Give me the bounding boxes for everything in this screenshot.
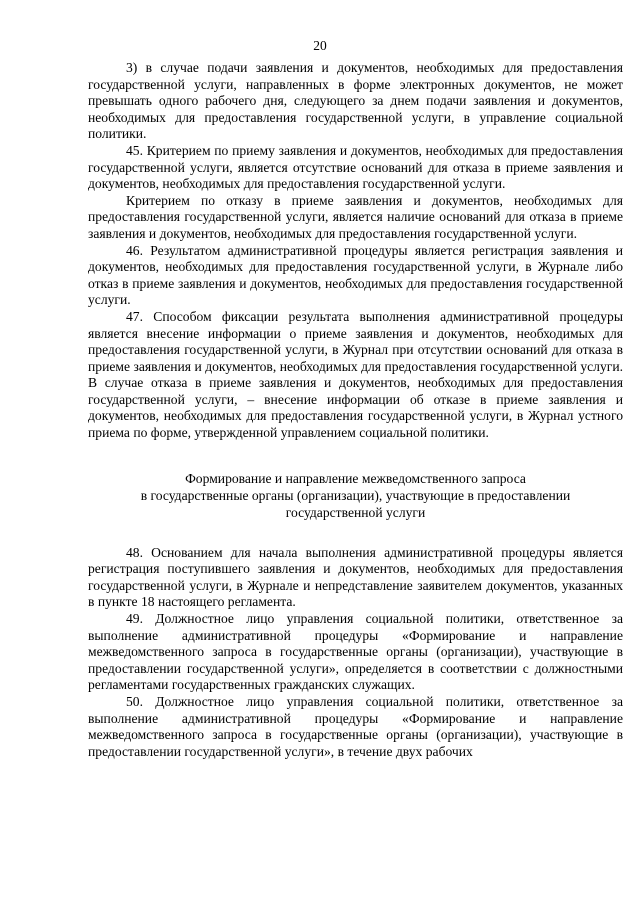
paragraph-47: 47. Способом фиксации результата выполнения административной процедуры является внесение информации о приеме заявления и документов, необходимых для предоставления государственной услуги, в Журнал при отсутствии оснований для отказа в приеме заявления и документов, необходимых для предоставления государственной услуги. В случае отказа в приеме заявления и документов, необходимых для предоставления государственной услуги, – внесение информации об отказе в приеме заявления и документов, необходимых для предоставления государственной услуги, в Журнал устного приема по форме, утвержденной управлением социальной политики.: [88, 308, 623, 441]
section-heading-line-3: государственной услуги: [285, 504, 426, 520]
paragraph-45: 45. Критерием по приему заявления и документов, необходимых для предоставления государственной услуги, является отсутствие оснований для отказа в приеме заявления и документов, необходимых для предоставления государственной услуги.: [88, 142, 623, 192]
section-heading-line-1: Формирование и направление межведомственного запроса: [185, 470, 526, 486]
document-body: [88, 60, 623, 760]
paragraph-49: 49. Должностное лицо управления социальной политики, ответственное за выполнение административной процедуры «Формирование и направление межведомственного запроса в государственные органы (организации), участвующие в предоставлении государственной услуги», определяется в соответствии с должностными регламентами государственных гражданских служащих.: [88, 611, 623, 693]
paragraph-48: 48. Основанием для начала выполнения административной процедуры является регистрация поступившего заявления и документов, необходимых для предоставления государственной услуги, в Журнале и непредставление заявителем документов, указанных в пункте 18 настоящего регламента.: [88, 544, 623, 610]
paragraph-45-refusal-criterion: Критерием по отказу в приеме заявления и документов, необходимых для предоставления государственной услуги, является наличие оснований для отказа в приеме заявления и документов, необходимых для предоставления государственной услуги.: [88, 192, 623, 241]
section-heading: [88, 470, 623, 521]
paragraph-item-3: 3) в случае подачи заявления и документов, необходимых для предоставления государственной услуги, направленных в форме электронных документов, не может превышать одного рабочего дня, следующего за днем подачи заявления и документов, необходимых для предоставления государственной услуги, в управление социальной политики.: [88, 60, 623, 142]
page-number: 20: [313, 38, 327, 53]
section-heading-line-2: в государственные органы (организации), участвующие в предоставлении: [140, 487, 571, 503]
paragraph-46: 46. Результатом административной процедуры является регистрация заявления и документов, необходимых для предоставления государственной услуги, в Журнале либо отказ в приеме заявления и документов, необходимых для предоставления государственной услуги.: [88, 242, 623, 308]
paragraph-50: 50. Должностное лицо управления социальной политики, ответственное за выполнение административной процедуры «Формирование и направление межведомственного запроса в государственные органы (организации), участвующие в предоставлении государственной услуги», в течение двух рабочих: [88, 694, 623, 759]
